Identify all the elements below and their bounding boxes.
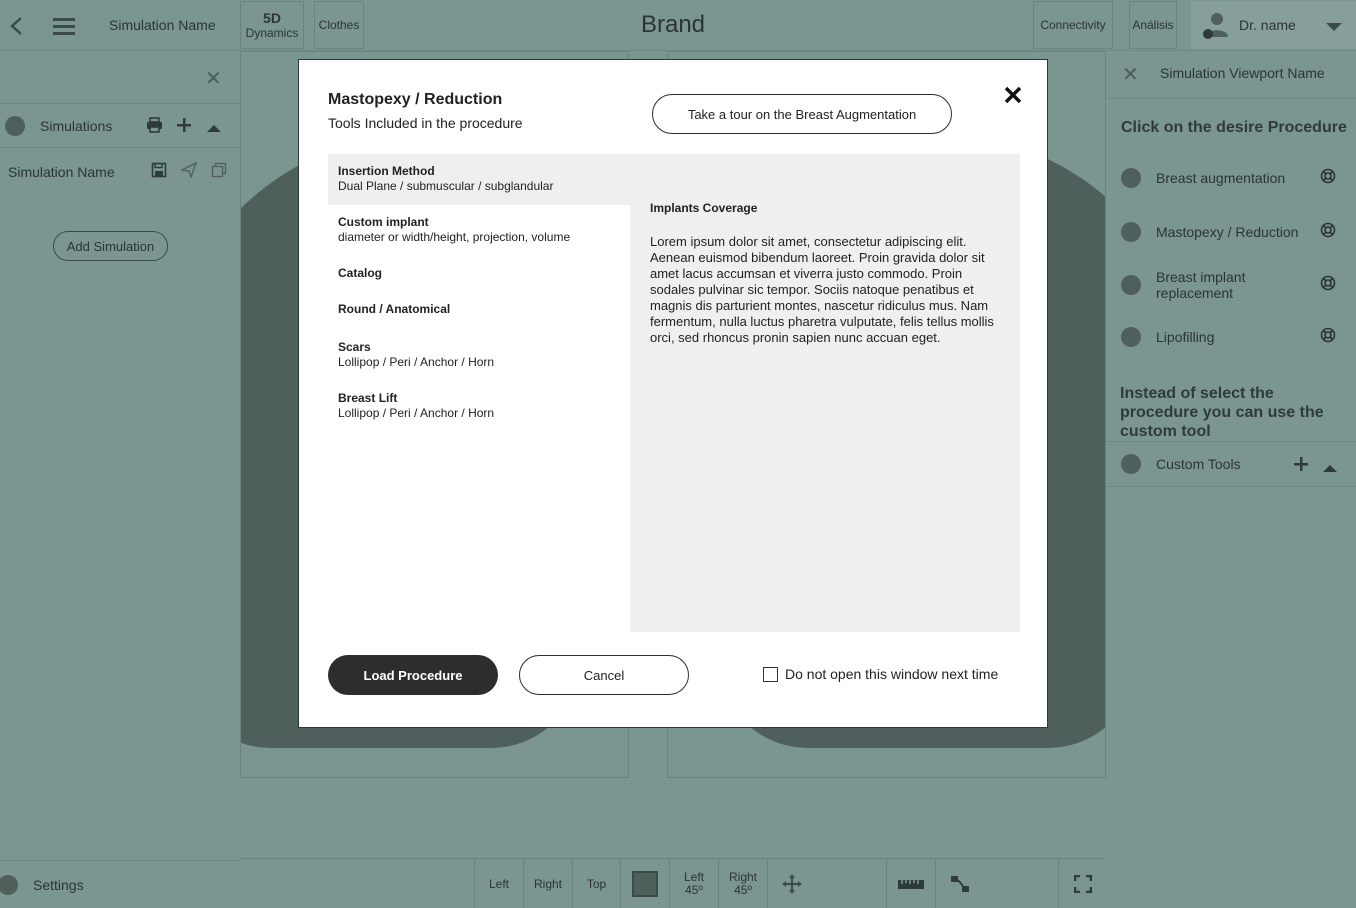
dynamics-button[interactable] [240, 1, 304, 49]
move-icon[interactable] [767, 859, 816, 908]
tool-item-subtitle: Lollipop / Peri / Anchor / Horn [338, 406, 495, 420]
close-icon[interactable] [1002, 86, 1024, 108]
detail-text: Lorem ipsum dolor sit amet, consectetur adipiscing elit. Aenean euismod bibendum laoreet. Proin gravida dolor sit amet lacus accumsan et viverra justo commodo. Proin sodales pulvinar sic tempor. Sociis natoque penatibus et magnis dis parturient montes, nascetur ridiculus mus. Nam fermentum, nulla luctus pharetra vulputate, felis tellus mollis orci, sed rhoncus pronin sapien nunc accuan eget. [650, 234, 994, 345]
checkbox-box[interactable] [763, 667, 778, 682]
checkbox-label: Do not open this window next time [785, 666, 999, 682]
procedure-item[interactable] [1106, 267, 1356, 303]
simulations-header [0, 103, 240, 148]
connectivity-label: Connectivity [1040, 18, 1106, 32]
simulation-name: Simulation Name [109, 17, 216, 33]
view-left45-label: Left [683, 870, 704, 884]
analisis-label: Análisis [1132, 18, 1174, 32]
custom-tools-row[interactable] [1106, 441, 1356, 487]
procedure-dot [1121, 327, 1141, 347]
tool-item-title: Breast Lift [338, 391, 398, 405]
tool-item-title: Catalog [338, 266, 383, 280]
close-icon[interactable]: ✕ [205, 68, 222, 90]
brand-logo: Brand [640, 11, 706, 38]
simulations-label: Simulations [40, 117, 113, 134]
settings-row[interactable] [0, 860, 240, 908]
save-icon[interactable] [151, 162, 167, 183]
tool-list [328, 154, 630, 432]
custom-tools-label: Custom Tools [1156, 456, 1241, 472]
tool-item-subtitle: diameter or width/height, projection, volume [338, 230, 571, 244]
simulation-row[interactable] [0, 149, 240, 194]
duplicate-icon[interactable] [211, 162, 227, 183]
settings-dot [0, 875, 18, 895]
add-icon[interactable] [1294, 457, 1308, 476]
help-lifebuoy-icon[interactable] [1320, 327, 1336, 348]
settings-label: Settings [33, 876, 84, 893]
tool-item-subtitle: Lollipop / Peri / Anchor / Horn [338, 355, 495, 369]
view-left-label: Left [488, 876, 509, 891]
tool-item-title: Custom implant [338, 215, 429, 229]
fullscreen-icon[interactable] [1058, 859, 1106, 908]
view-right45-button[interactable] [718, 859, 767, 908]
custom-tools-dot [1121, 454, 1141, 474]
collapse-icon[interactable] [206, 120, 222, 138]
tool-item-title: Insertion Method [338, 164, 435, 178]
square-icon [632, 871, 658, 897]
view-front-button[interactable] [620, 859, 669, 908]
clothes-button[interactable] [314, 1, 364, 49]
back-icon[interactable] [4, 0, 28, 51]
view-right45-angle: 45º [734, 883, 752, 897]
help-lifebuoy-icon[interactable] [1320, 222, 1336, 243]
view-right-button[interactable] [523, 859, 572, 908]
tool-item[interactable] [328, 292, 630, 330]
right-sidebar [1106, 51, 1356, 908]
add-icon[interactable] [176, 117, 192, 138]
simulation-row-label: Simulation Name [8, 163, 115, 180]
view-left-button[interactable] [474, 859, 523, 908]
tool-item-subtitle: Dual Plane / submuscular / subglandular [338, 179, 554, 193]
view-top-button[interactable] [572, 859, 620, 908]
add-simulation-button[interactable]: Add Simulation [53, 231, 168, 261]
status-dot [5, 116, 25, 136]
procedure-label: Mastopexy / Reduction [1156, 224, 1299, 240]
user-avatar-icon [1203, 11, 1231, 39]
send-icon[interactable] [181, 162, 197, 183]
dialog-subtitle: Tools Included in the procedure [328, 115, 523, 131]
dont-show-again-checkbox[interactable] [763, 666, 998, 682]
chevron-down-icon[interactable] [1326, 23, 1342, 31]
collapse-icon[interactable] [1322, 460, 1338, 478]
procedure-dot [1121, 168, 1141, 188]
help-lifebuoy-icon[interactable] [1320, 168, 1336, 189]
compare-icon[interactable] [935, 859, 984, 908]
cancel-button[interactable]: Cancel [519, 655, 689, 695]
ruler-icon[interactable] [886, 859, 935, 908]
procedure-dialog [298, 59, 1048, 728]
viewport-header [1106, 51, 1356, 99]
tool-item[interactable] [328, 154, 630, 205]
view-left45-button[interactable] [669, 859, 718, 908]
procedure-item[interactable] [1106, 160, 1356, 196]
view-toolbar [240, 858, 1106, 908]
procedure-dot [1121, 275, 1141, 295]
analisis-button[interactable] [1129, 1, 1177, 49]
print-icon[interactable] [146, 117, 163, 138]
procedure-label: Lipofilling [1156, 329, 1215, 345]
connectivity-button[interactable] [1033, 1, 1113, 49]
tool-detail-panel [630, 154, 1020, 632]
clothes-label: Clothes [318, 18, 360, 32]
tour-button[interactable]: Take a tour on the Breast Augmentation [652, 94, 952, 134]
menu-icon[interactable] [50, 0, 78, 51]
procedure-label: Breast augmentation [1156, 170, 1286, 186]
help-lifebuoy-icon[interactable] [1320, 275, 1336, 296]
view-right-label: Right [533, 876, 562, 891]
tool-item-title: Round / Anatomical [338, 302, 451, 316]
dialog-title: Mastopexy / Reduction [328, 91, 503, 108]
procedure-item[interactable] [1106, 214, 1356, 250]
tool-item[interactable] [328, 381, 630, 432]
procedure-dot [1121, 222, 1141, 242]
tool-item[interactable] [328, 205, 630, 256]
user-name: Dr. name [1239, 17, 1296, 33]
tool-item-title: Scars [338, 340, 371, 354]
load-procedure-button[interactable]: Load Procedure [328, 655, 498, 695]
dynamics-label-small: Dynamics [245, 26, 299, 40]
user-menu[interactable] [1191, 1, 1356, 49]
procedure-heading: Click on the desire Procedure [1121, 119, 1347, 136]
tool-item[interactable] [328, 256, 630, 292]
dynamics-label-big: 5D [263, 10, 281, 26]
top-bar [0, 0, 1356, 51]
procedure-item[interactable] [1106, 319, 1356, 355]
viewport-title: Simulation Viewport Name [1160, 65, 1325, 81]
view-right45-label: Right [728, 870, 757, 884]
close-icon[interactable]: ✕ [1122, 64, 1139, 86]
view-left45-angle: 45º [685, 883, 703, 897]
detail-title: Implants Coverage [650, 201, 758, 215]
left-sidebar [0, 51, 240, 908]
procedure-label: Breast implant replacement [1156, 269, 1246, 301]
tool-item[interactable] [328, 330, 630, 381]
view-top-label: Top [586, 876, 607, 891]
custom-tool-hint: Instead of select the procedure you can use the custom tool [1120, 385, 1324, 440]
